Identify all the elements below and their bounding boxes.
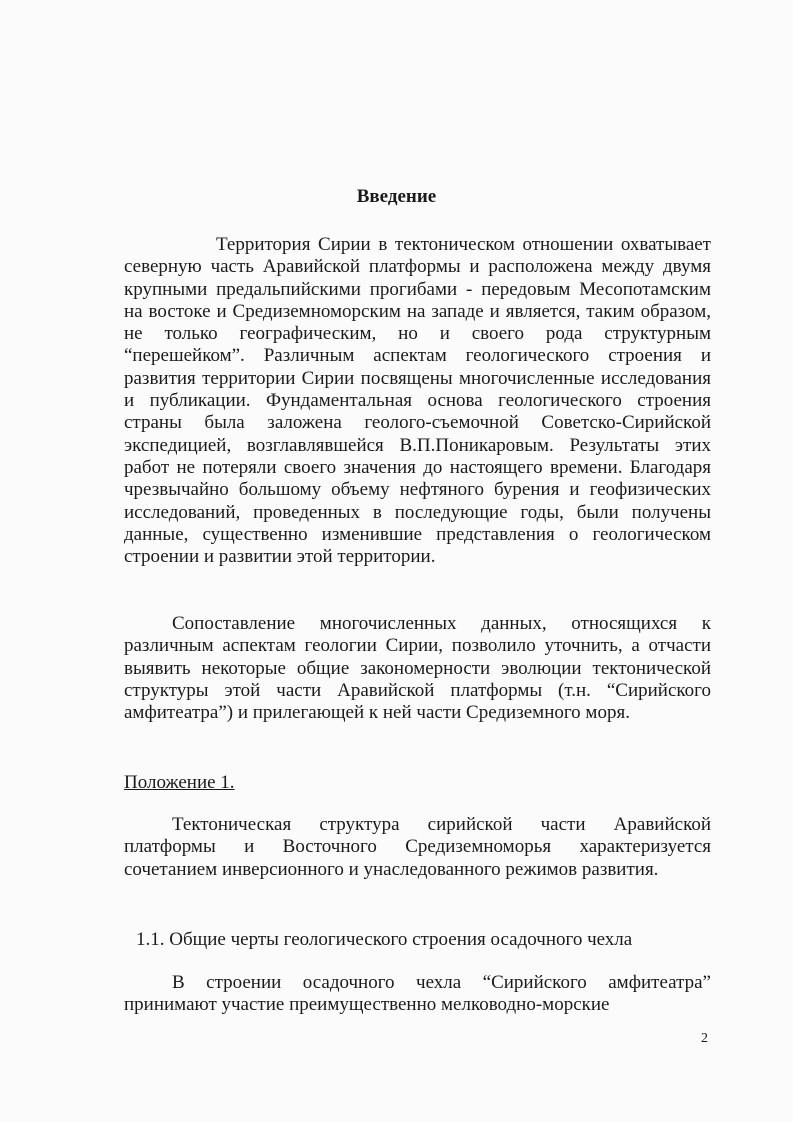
intro-paragraph-2: Сопоставление многочисленных данных, относящихся к различным аспектам геологии Сирии, позволило уточнить, а отчасти выявить некоторые общие закономерности эволюции тектонической структуры этой части Аравийской платформы (т.н. “Сирийского амфитеатра”) и прилегающей к ней части Средиземного моря. (124, 613, 711, 724)
section-paragraph: Тектоническая структура сирийской части Аравийской платформы и Восточного Средиземноморья характеризуется сочетанием инверсионного и унаследованного режимов развития. (124, 814, 711, 880)
subsection-heading: 1.1. Общие черты геологического строения осадочного чехла (136, 929, 633, 950)
section-label: Положение 1. (124, 772, 235, 793)
page-title: Введение (356, 186, 437, 207)
page-number: 2 (701, 1031, 708, 1046)
subsection-paragraph: В строении осадочного чехла “Сирийского амфитеатра” принимают участие преимущественно мелководно-морские (124, 972, 711, 1016)
intro-paragraph-1: Территория Сирии в тектоническом отношении охватывает северную часть Аравийской платформы и расположена между двумя крупными предальпийскими прогибами - передовым Месопотамским на востоке и Средиземноморским на западе и является, таким образом, не только географическим, но и своего рода структурным “перешейком”. Различным аспектам геологического строения и развития территории Сирии посвящены многочисленные исследования и публикации. Фундаментальная основа геологического строения страны была заложена геолого-съемочной Советско-Сирийской экспедицией, возглавлявшейся В.П.Поникаровым. Результаты этих работ не потеряли своего значения до настоящего времени. Благодаря чрезвычайно большому объему нефтяного бурения и геофизических исследований, проведенных в последующие годы, были получены данные, существенно изменившие представления о геологическом строении и развитии этой территории. (124, 234, 711, 568)
